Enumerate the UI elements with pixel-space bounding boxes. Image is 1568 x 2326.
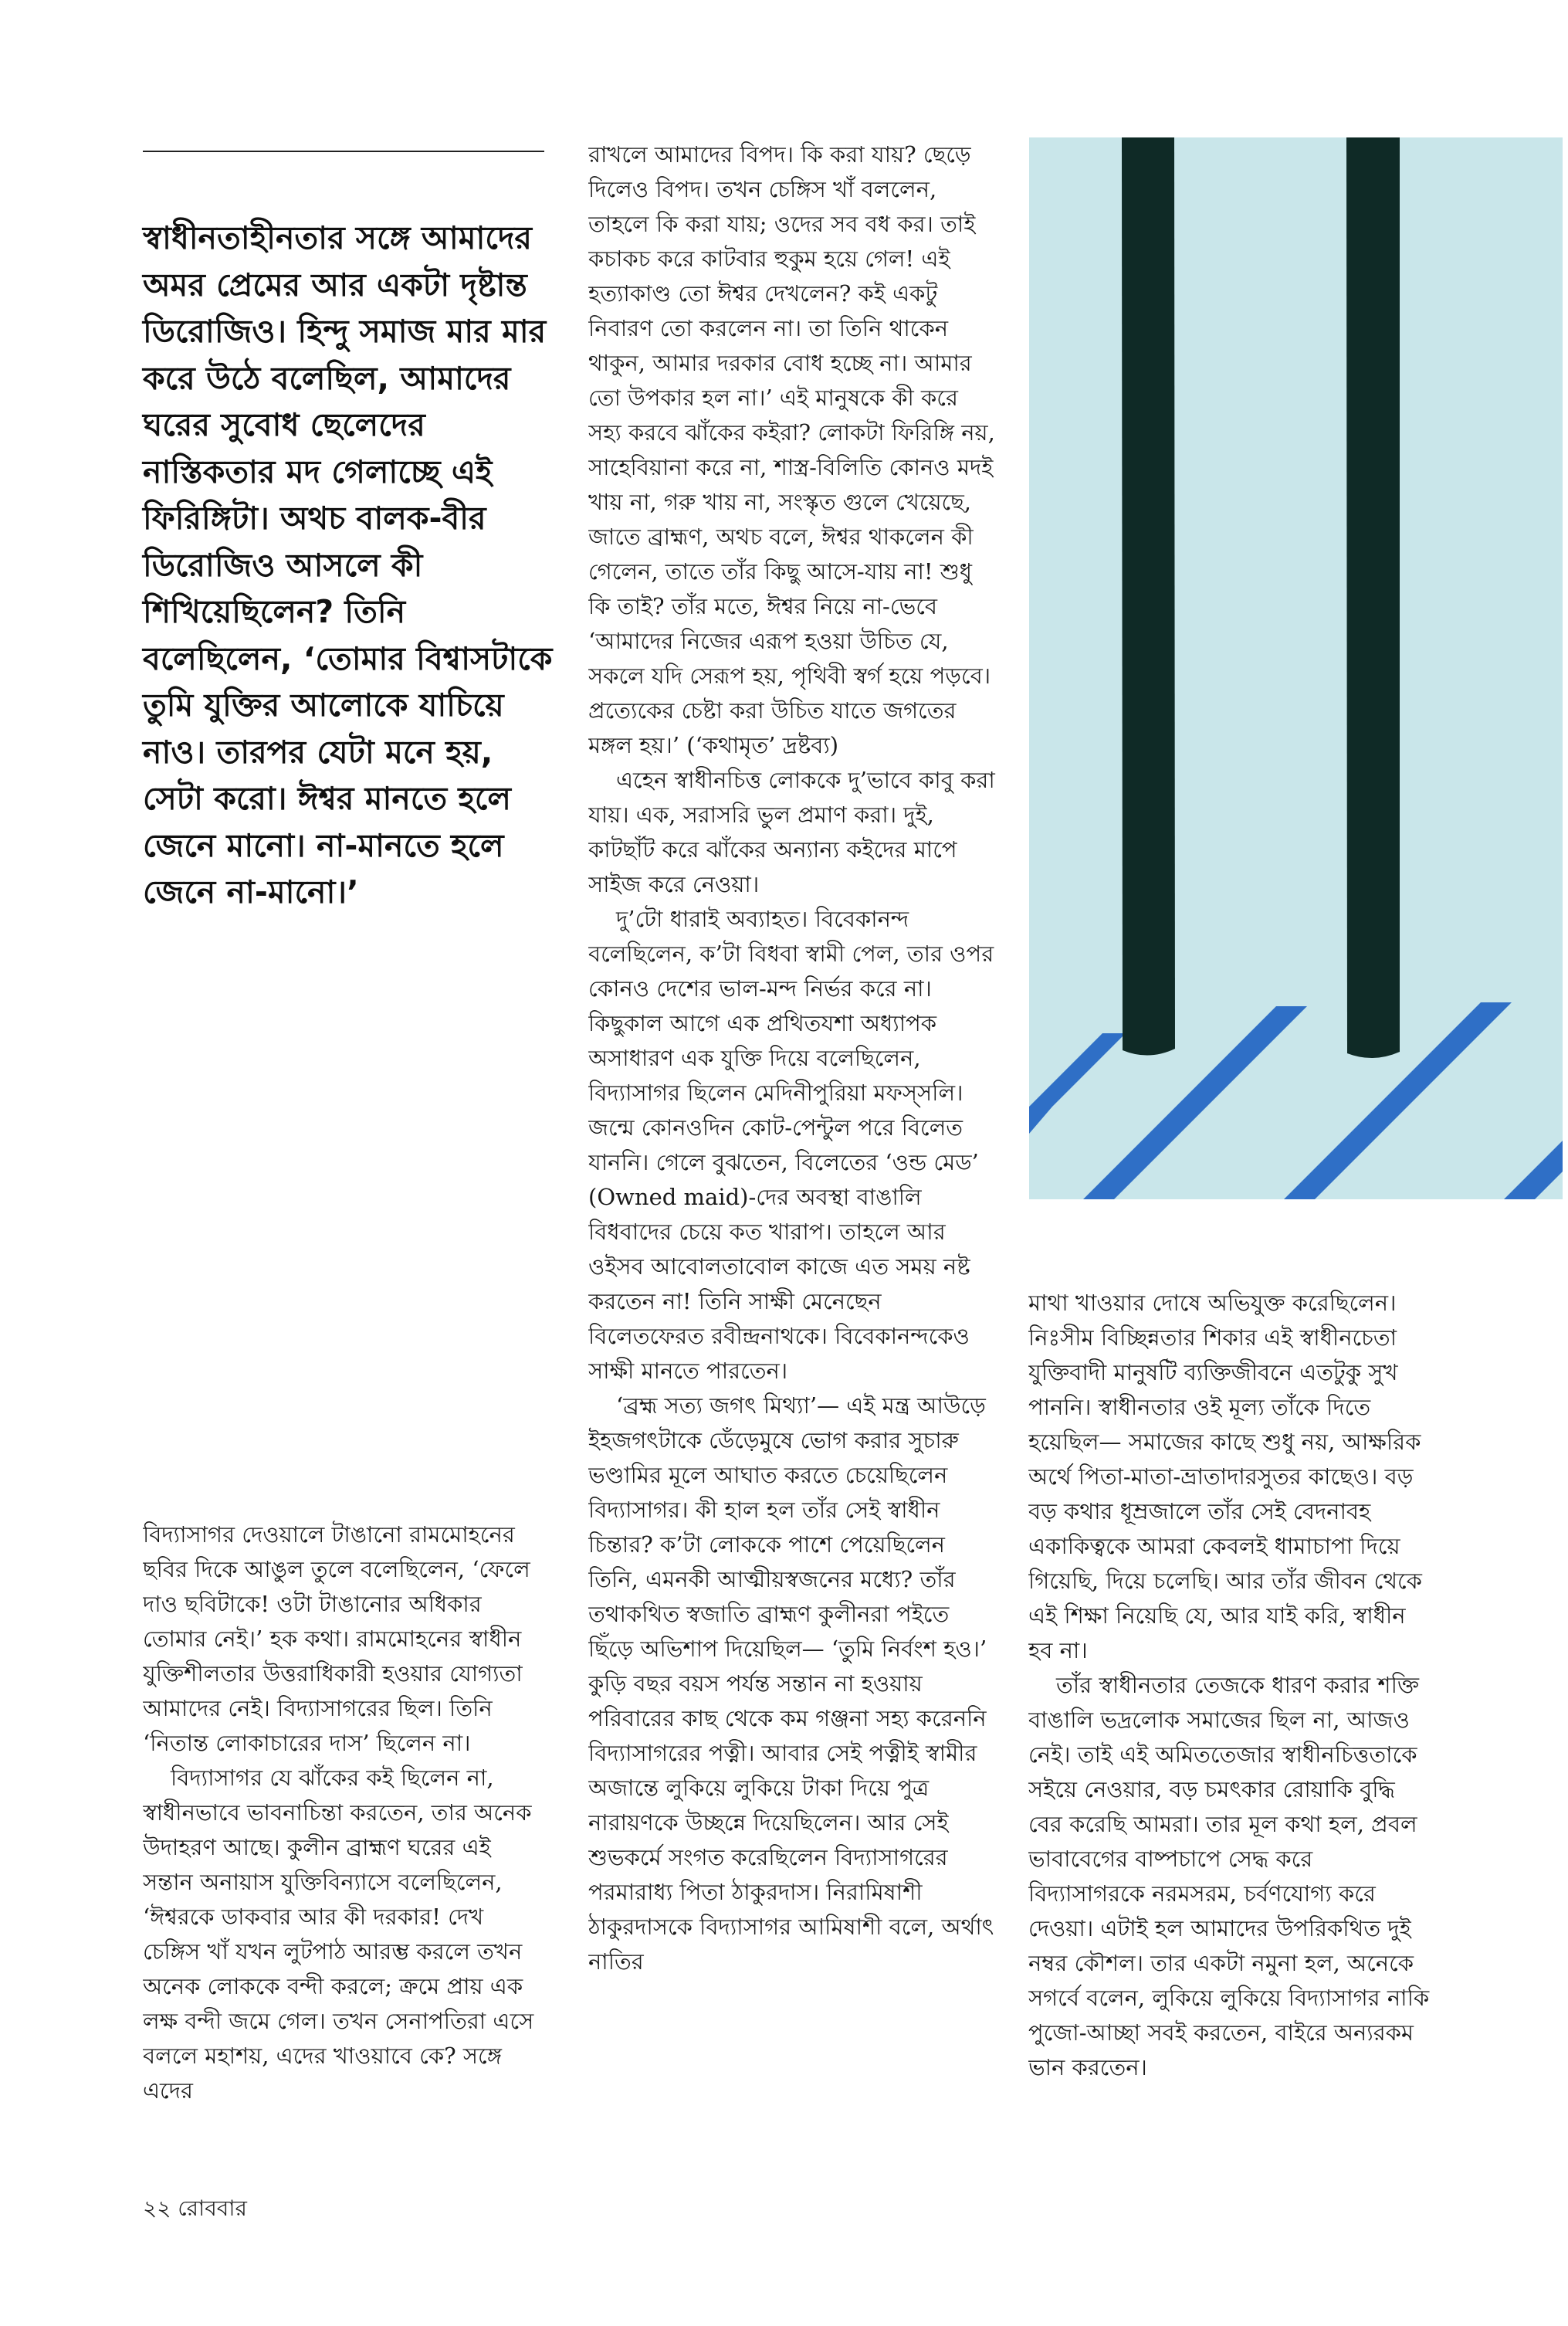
top-rule [143,151,544,152]
article-column-3 [1028,1286,1430,2185]
paragraph: এহেন স্বাধীনচিত্ত লোককে দু’ভাবে কাবু করা যায়। এক, সরাসরি ভুল প্রমাণ করা। দুই, কাটছাঁট করে ঝাঁকের অন্যান্য কইদের মাপে সাইজ করে নেওয়া। [588,767,995,897]
paragraph: দু’টো ধারাই অব্যাহত। বিবেকানন্দ বলেছিলেন, ক’টা বিধবা স্বামী পেল, তার ওপর কোনও দেশের ভাল-মন্দ নির্ভর করে না। কিছুকাল আগে এক প্রথিতযশা অধ্যাপক অসাধারণ এক যুক্তি দিয়ে বলেছিলেন, বিদ্যাসাগর ছিলেন মেদিনীপুরিয়া মফস্সলি। জন্মে কোনওদিন কোট-পেন্টুল পরে বিলেত যাননি। গেলে বুঝতেন, বিলেতের ‘ওন্ড মেড’ (Owned maid)-দের অবস্থা বাঙালি বিধবাদের চেয়ে কত খারাপ। তাহলে আর ওইসব আবোলতাবোল কাজে এত সময় নষ্ট করতেন না! তিনি সাক্ষী মেনেছেন বিলেতফেরত রবীন্দ্রনাথকে। বিবেকানন্দকেও সাক্ষী মানতে পারতেন। [588,906,994,1384]
article-column-1 [143,1517,544,2166]
paragraph: রাখলে আমাদের বিপদ। কি করা যায়? ছেড়ে দিলেও বিপদ। তখন চেঙ্গিস খাঁ বললেন, তাহলে কি করা যায়; ওদের সব বধ কর। তাই কচাকচ করে কাটবার হুকুম হয়ে গেল! এই হত্যাকাণ্ড তো ঈশ্বর দেখলেন? কই একটু নিবারণ তো করলেন না। তা তিনি থাকেন থাকুন, আমার দরকার বোধ হচ্ছে না। আমার তো উপকার হল না।’ এই মানুষকে কী করে সহ্য করবে ঝাঁকের কইরা? লোকটা ফিরিঙ্গি নয়, সাহেবিয়ানা করে না, শাস্ত্র-বিলিতি কোনও মদই খায় না, গরু খায় না, সংস্কৃত গুলে খেয়েছে, জাতে ব্রাহ্মণ, অথচ বলে, ঈশ্বর থাকলেন কী গেলেন, তাতে তাঁর কিছু আসে-যায় না! শুধু কি তাই? তাঁর মতে, ঈশ্বর নিয়ে না-ভেবে ‘আমাদের নিজের এরূপ হওয়া উচিত যে, সকলে যদি সেরূপ হয়, পৃথিবী স্বর্গ হয়ে পড়বে। প্রত্যেকের চেষ্টা করা উচিত যাতে জগতের মঙ্গল হয়।’ (‘কথামৃত’ দ্রষ্টব্য) [588,141,995,758]
paragraph: তাঁর স্বাধীনতার তেজকে ধারণ করার শক্তি বাঙালি ভদ্রলোক সমাজের ছিল না, আজও নেই। তাই এই অমিততেজার স্বাধীনচিত্ততাকে সইয়ে নেওয়ার, বড় চমৎকার রোয়াকি বুদ্ধি বের করেছি আমরা। তার মূল কথা হল, প্রবল ভাবাবেগের বাষ্পচাপে সেদ্ধ করে বিদ্যাসাগরকে নরমসরম, চর্বণযোগ্য করে দেওয়া। এটাই হল আমাদের উপরিকথিত দুই নম্বর কৌশল। তার একটা নমুনা হল, অনেকে সগর্বে বলেন, লুকিয়ে লুকিয়ে বিদ্যাসাগর নাকি পুজো-আচ্ছা সবই করতেন, বাইরে অন্যরকম ভান করতেন। [1028,1672,1430,2080]
paragraph: মাথা খাওয়ার দোষে অভিযুক্ত করেছিলেন। নিঃসীম বিচ্ছিন্নতার শিকার এই স্বাধীনচেতা যুক্তিবাদী মানুষটি ব্যক্তিজীবনে এতটুকু সুখ পাননি। স্বাধীনতার ওই মূল্য তাঁকে দিতে হয়েছিল— সমাজের কাছে শুধু নয়, আক্ষরিক অর্থে পিতা-মাতা-ভ্রাতাদারসুতর কাছেও। বড় বড় কথার ধূম্রজালে তাঁর সেই বেদনাবহ একাকিত্বকে আমরা কেবলই ধামাচাপা দিয়ে গিয়েছি, দিয়ে চলেছি। আর তাঁর জীবন থেকে এই শিক্ষা নিয়েছি যে, আর যাই করি, স্বাধীন হব না। [1028,1290,1422,1663]
pull-quote: স্বাধীনতাহীনতার সঙ্গে আমাদের অমর প্রেমের আর একটা দৃষ্টান্ত ডিরোজিও। হিন্দু সমাজ মার মার করে উঠে বলেছিল, আমাদের ঘরের সুবোধ ছেলেদের নাস্তিকতার মদ গেলাচ্ছে এই ফিরিঙ্গিটা। অথচ বালক-বীর ডিরোজিও আসলে কী শিখিয়েছিলেন? তিনি বলেছিলেন, ‘তোমার বিশ্বাসটাকে তুমি যুক্তির আলোকে যাচিয়ে নাও। তারপর যেটা মনে হয়, সেটা করো। ঈশ্বর মানতে হলে জেনে মানো। না-মানতে হলে জেনে না-মানো।’ [143,219,553,910]
paragraph: বিদ্যাসাগর দেওয়ালে টাঙানো রামমোহনের ছবির দিকে আঙুল তুলে বলেছিলেন, ‘ফেলে দাও ছবিটাকে! ওটা টাঙানোর অধিকার তোমার নেই।’ হক কথা। রামমোহনের স্বাধীন যুক্তিশীলতার উত্তরাধিকারী হওয়ার যোগ্যতা আমাদের নেই। বিদ্যাসাগরের ছিল। তিনি ‘নিতান্ত লোকাচারের দাস’ ছিলেন না। [143,1521,530,1756]
brush-stroke [1346,137,1400,1058]
page-folio: ২২ রোববার [143,2195,247,2221]
paragraph: ‘ব্রহ্ম সত্য জগৎ মিথ্যা’— এই মন্ত্র আউড়ে ইহজগৎটাকে ডেঁড়েমুষে ভোগ করার সুচারু ভণ্ডামির মূলে আঘাত করতে চেয়েছিলেন বিদ্যাসাগর। কী হাল হল তাঁর সেই স্বাধীন চিন্তার? ক’টা লোককে পাশে পেয়েছিলেন তিনি, এমনকী আত্মীয়স্বজনের মধ্যে? তাঁর তথাকথিত স্বজাতি ব্রাহ্মণ কুলীনরা পইতে ছিঁড়ে অভিশাপ দিয়েছিল— ‘তুমি নির্বংশ হও।’ কুড়ি বছর বয়স পর্যন্ত সন্তান না হওয়ায় পরিবারের কাছ থেকে কম গঞ্জনা সহ্য করেননি বিদ্যাসাগরের পত্নী। আবার সেই পত্নীই স্বামীর অজান্তে লুকিয়ে লুকিয়ে টাকা দিয়ে পুত্র নারায়ণকে উচ্ছন্নে দিয়েছিলেন। আর সেই শুভকর্মে সংগত করেছিলেন বিদ্যাসাগরের পরমারাধ্য পিতা ঠাকুরদাস। নিরামিষাশী ঠাকুরদাসকে বিদ্যাসাগর আমিষাশী বলে, অর্থাৎ নাতির [588,1392,994,1975]
article-column-2 [588,137,997,2184]
brush-stroke [1122,137,1175,1056]
paragraph: বিদ্যাসাগর যে ঝাঁকের কই ছিলেন না, স্বাধীনভাবে ভাবনাচিন্তা করতেন, তার অনেক উদাহরণ আছে। কুলীন ব্রাহ্মণ ঘরের এই সন্তান অনায়াস যুক্তিবিন্যাসে বলেছিলেন, ‘ঈশ্বরকে ডাকবার আর কী দরকার! দেখ চেঙ্গিস খাঁ যখন লুটপাঠ আরম্ভ করলে তখন অনেক লোককে বন্দী করলে; ক্রমে প্রায় এক লক্ষ বন্দী জমে গেল। তখন সেনাপতিরা এসে বললে মহাশয়, এদের খাওয়াবে কে? সঙ্গে এদের [143,1765,534,2104]
illustration-brush-strokes [1029,137,1563,1199]
